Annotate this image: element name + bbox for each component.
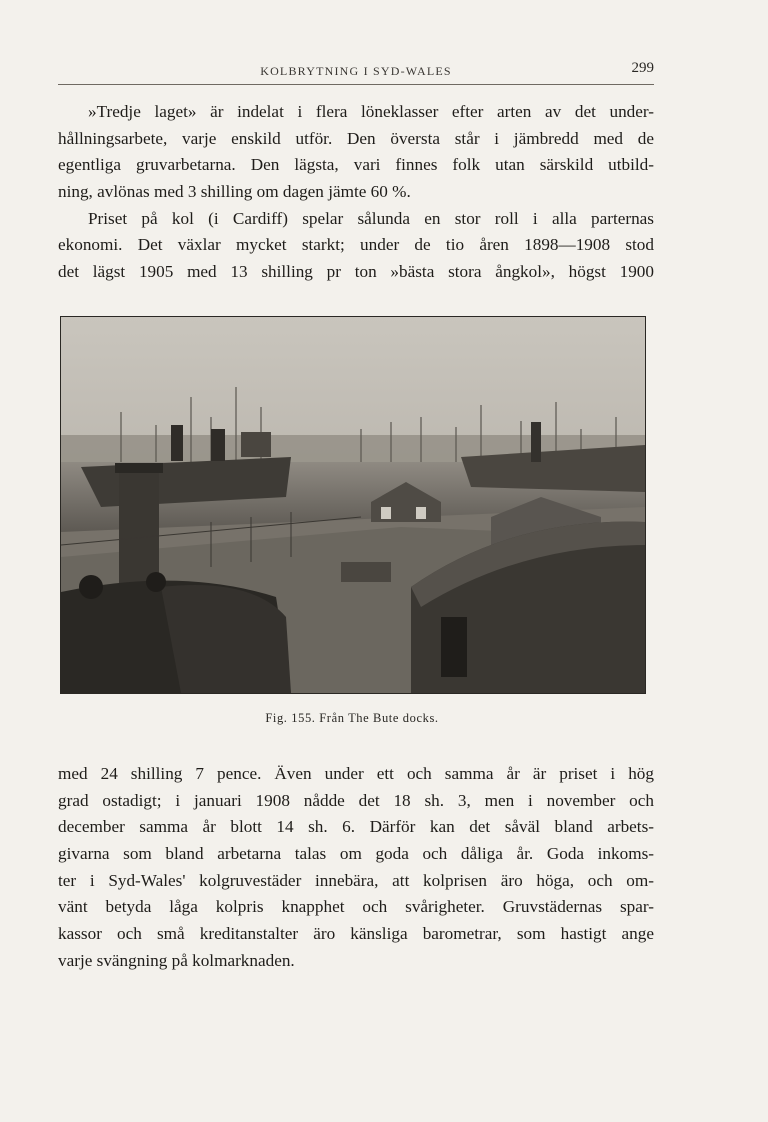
page-number: 299	[631, 60, 654, 76]
text-line: det lägst 1905 med 13 shilling pr ton »bästa stora ångkol», högst 1900	[58, 262, 654, 282]
dock-photograph-illustration	[61, 317, 645, 693]
figure-caption: Fig. 155. Från The Bute docks.	[265, 711, 439, 725]
text-line: egentliga gruvarbetarna. Den lägsta, vari finnes folk utan särskild utbild-	[58, 155, 654, 175]
body-text-top	[58, 99, 654, 286]
text-line: grad ostadigt; i januari 1908 nådde det 18 sh. 3, men i november och	[58, 790, 654, 810]
running-head	[58, 62, 654, 85]
text-line: vänt betyda låga kolpris knapphet och svårigheter. Gruvstädernas spar-	[58, 897, 654, 917]
body-text-bottom	[58, 761, 654, 975]
text-line: kassor och små kreditanstalter äro känsliga barometrar, som hastigt ange	[58, 924, 654, 944]
running-title: KOLBRYTNING I SYD-WALES	[260, 64, 452, 78]
text-line: ekonomi. Det växlar mycket starkt; under de tio åren 1898—1908 stod	[58, 235, 654, 255]
text-line: ter i Syd-Wales' kolgruvestäder innebära, att kolprisen äro höga, och om-	[58, 870, 654, 890]
text-line: Priset på kol (i Cardiff) spelar sålunda en stor roll i alla parternas	[88, 208, 654, 228]
text-line: givarna som bland arbetarna talas om goda och dåliga år. Goda inkoms-	[58, 844, 654, 864]
text-line: med 24 shilling 7 pence. Även under ett och samma år är priset i hög	[58, 764, 654, 783]
text-line: december samma år blott 14 sh. 6. Därför kan det såväl bland arbets-	[58, 817, 654, 837]
text-line: hållningsarbete, varje enskild utför. Den översta står i jämbredd med de	[58, 128, 654, 148]
dock-photograph	[60, 316, 646, 694]
text-line: ning, avlönas med 3 shilling om dagen jämte 60 %.	[58, 182, 411, 202]
text-line: »Tredje laget» är indelat i flera löneklasser efter arten av det under-	[88, 102, 654, 121]
text-line: varje svängning på kolmarknaden.	[58, 950, 295, 970]
